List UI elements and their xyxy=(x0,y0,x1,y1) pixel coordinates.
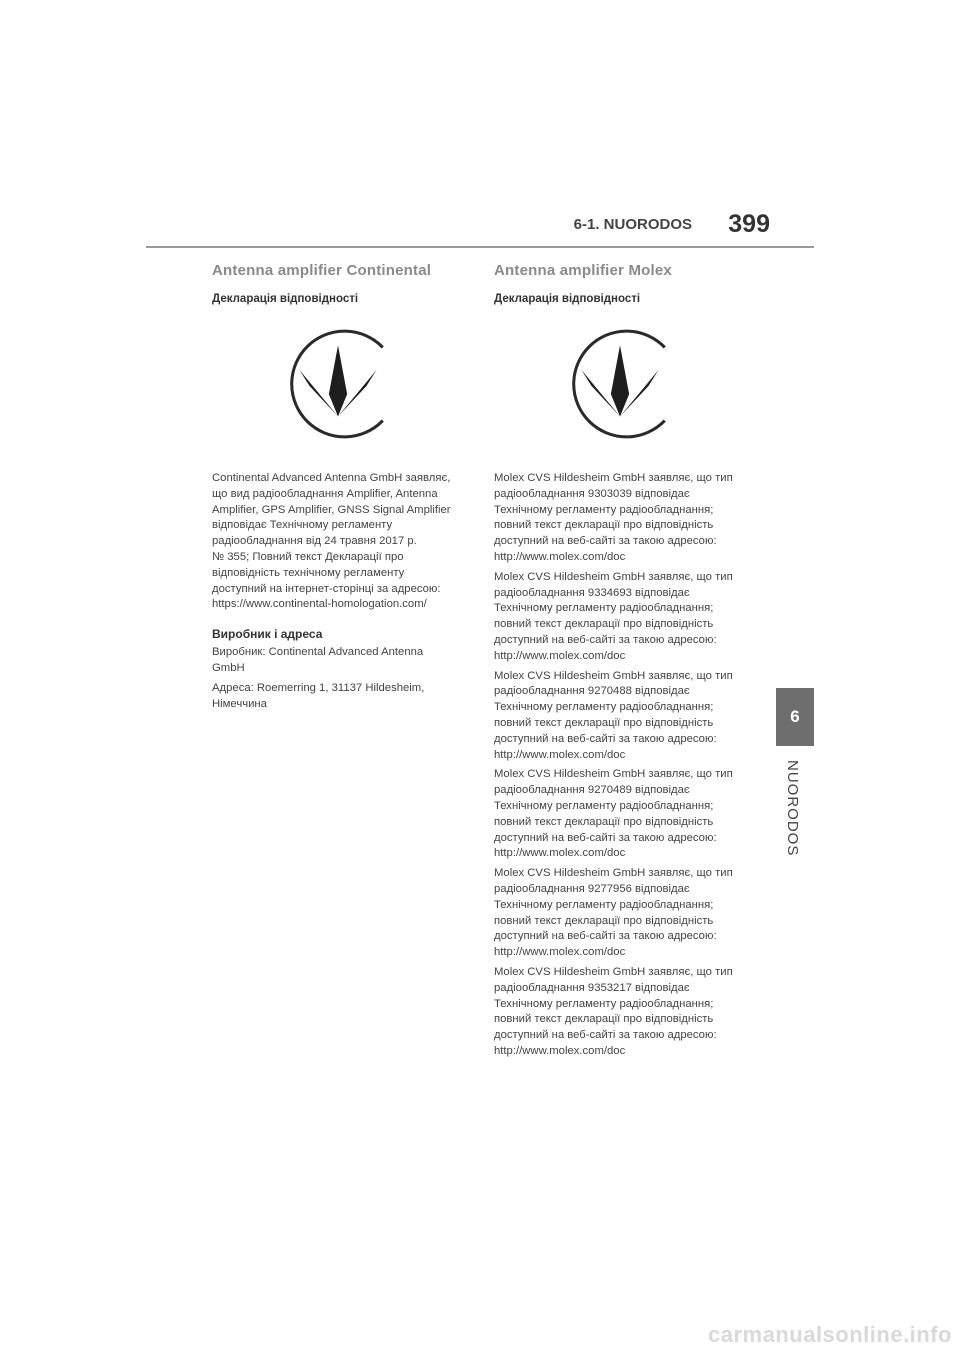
text-line: Molex CVS Hildesheim GmbH заявляє, що тип xyxy=(494,867,733,880)
manufacturer-text xyxy=(212,645,464,677)
text-line: http://www.molex.com/doc xyxy=(494,748,626,761)
page-number: 399 xyxy=(728,210,770,238)
text-line: Технічному регламенту радіообладнання; xyxy=(494,898,714,911)
page-header xyxy=(146,210,814,248)
chapter-tab: 6 xyxy=(776,688,814,746)
continental-subtitle: Декларація відповідності xyxy=(212,293,359,305)
text-line: радіообладнання 9270489 відповідає xyxy=(494,784,690,797)
ukrainian-conformity-mark-icon xyxy=(277,323,399,445)
conformity-mark xyxy=(494,323,746,453)
text-line: Molex CVS Hildesheim GmbH заявляє, що тип xyxy=(494,472,733,484)
molex-title: Antenna amplifier Molex xyxy=(494,262,672,279)
molex-declaration xyxy=(494,965,746,1060)
molex-declaration xyxy=(494,767,746,862)
text-line: Molex CVS Hildesheim GmbH заявляє, що тип xyxy=(494,768,733,781)
molex-declaration xyxy=(494,866,746,961)
text-line: GmbH xyxy=(212,661,245,674)
continental-title: Antenna amplifier Continental xyxy=(212,262,432,279)
text-line: http://www.molex.com/doc xyxy=(494,1044,626,1057)
text-line: доступний на веб-сайті за такою адресою: xyxy=(494,633,717,646)
molex-declarations xyxy=(494,471,746,1060)
text-line: повний текст декларації про відповідність xyxy=(494,716,714,729)
text-line: http://www.molex.com/doc xyxy=(494,946,626,959)
molex-declaration xyxy=(494,669,746,764)
molex-declaration xyxy=(494,471,746,566)
text-line: радіообладнання 9303039 відповідає xyxy=(494,487,690,500)
text-line: повний текст декларації про відповідність xyxy=(494,914,714,927)
text-line: http://www.molex.com/doc xyxy=(494,649,626,662)
molex-declaration xyxy=(494,570,746,665)
text-line: № 355; Повний текст Декларації про xyxy=(212,550,404,563)
text-line: Amplifier, GPS Amplifier, GNSS Signal Amplifier xyxy=(212,503,451,516)
text-line: радіообладнання 9353217 відповідає xyxy=(494,981,690,994)
molex-subtitle: Декларація відповідності xyxy=(494,293,641,305)
text-line: http://www.molex.com/doc xyxy=(494,847,626,860)
text-line: Технічному регламенту радіообладнання; xyxy=(494,602,714,615)
text-line: Continental Advanced Antenna GmbH заявляє, xyxy=(212,472,451,484)
text-line: Технічному регламенту радіообладнання; xyxy=(494,997,714,1010)
text-line: радіообладнання від 24 травня 2017 р. xyxy=(212,535,417,548)
text-line: Molex CVS Hildesheim GmbH заявляє, що тип xyxy=(494,669,733,682)
text-line: радіообладнання 9277956 відповідає xyxy=(494,882,690,895)
text-line: відповідає Технічному регламенту xyxy=(212,519,393,532)
text-line: доступний на веб-сайті за такою адресою: xyxy=(494,535,717,548)
address-text xyxy=(212,681,464,713)
conformity-mark xyxy=(212,323,464,453)
watermark: carmanualsonline.info xyxy=(708,1322,952,1347)
text-line: Технічному регламенту радіообладнання; xyxy=(494,701,714,714)
text-line: повний текст декларації про відповідність xyxy=(494,618,714,631)
molex-column xyxy=(494,262,746,1064)
ukrainian-conformity-mark-icon xyxy=(559,323,681,445)
text-line: повний текст декларації про відповідність xyxy=(494,1013,714,1026)
text-line: Molex CVS Hildesheim GmbH заявляє, що тип xyxy=(494,965,733,978)
text-line: радіообладнання 9270488 відповідає xyxy=(494,685,690,698)
text-line: http://www.molex.com/doc xyxy=(494,550,626,563)
text-line: Виробник: Continental Advanced Antenna xyxy=(212,646,424,659)
text-line: доступний на інтернет-сторінці за адресою: xyxy=(212,582,441,595)
manufacturer-heading: Виробник і адреса xyxy=(212,627,323,642)
text-line: повний текст декларації про відповідність xyxy=(494,519,714,532)
text-line: Технічному регламенту радіообладнання; xyxy=(494,503,714,516)
text-line: Molex CVS Hildesheim GmbH заявляє, що тип xyxy=(494,570,733,583)
continental-column xyxy=(212,262,464,712)
text-line: повний текст декларації про відповідність xyxy=(494,815,714,828)
text-line: доступний на веб-сайті за такою адресою: xyxy=(494,732,717,745)
text-line: що вид радіообладнання Amplifier, Antenna xyxy=(212,487,438,500)
text-line: радіообладнання 9334693 відповідає xyxy=(494,586,690,599)
text-line: https://www.continental-homologation.com/ xyxy=(212,598,427,611)
text-line: доступний на веб-сайті за такою адресою: xyxy=(494,930,717,943)
chapter-label: NUORODOS xyxy=(784,760,801,857)
text-line: доступний на веб-сайті за такою адресою: xyxy=(494,1029,717,1042)
text-line: Технічному регламенту радіообладнання; xyxy=(494,799,714,812)
text-line: доступний на веб-сайті за такою адресою: xyxy=(494,831,717,844)
text-line: Адреса: Roemerring 1, 31137 Hildesheim, xyxy=(212,681,425,694)
section-title: 6-1. NUORODOS xyxy=(573,216,692,233)
continental-declaration xyxy=(212,471,464,613)
text-line: Німеччина xyxy=(212,697,267,710)
text-line: відповідність технічному регламенту xyxy=(212,566,405,579)
